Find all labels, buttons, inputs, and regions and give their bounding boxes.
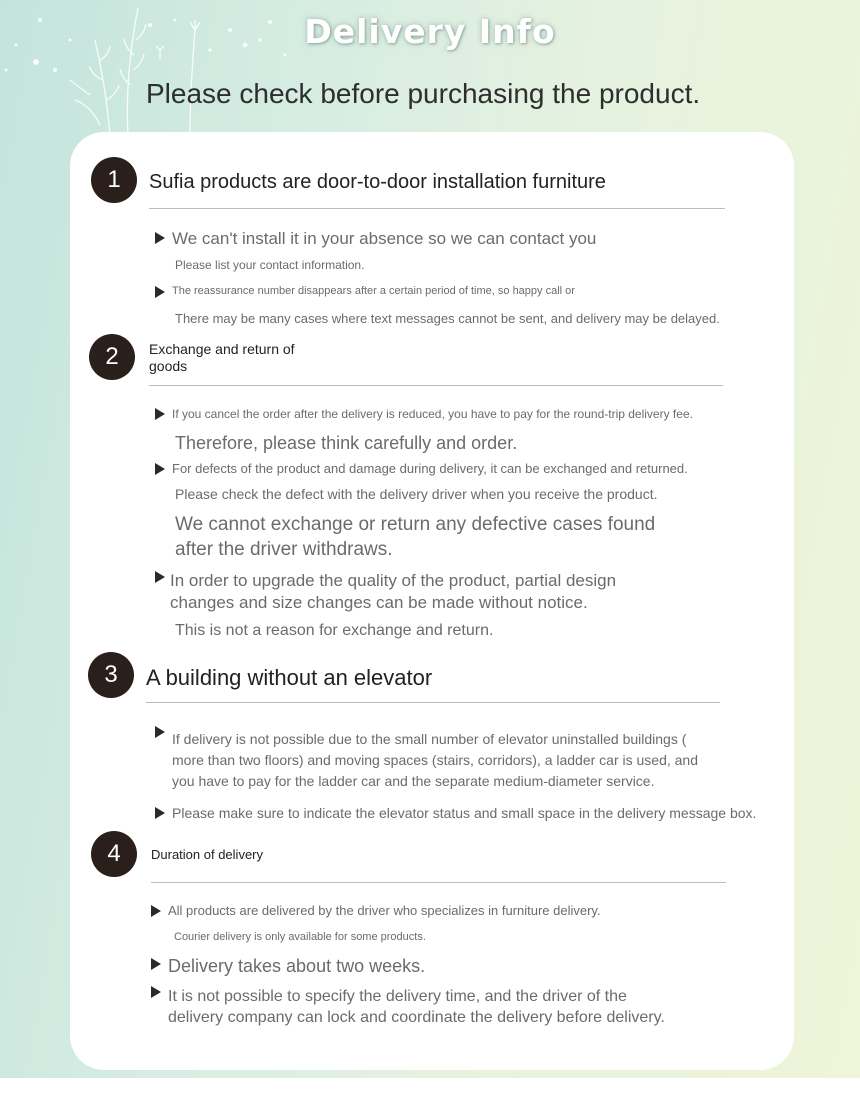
section-divider	[146, 702, 720, 703]
triangle-right-icon	[151, 905, 161, 917]
list-item: It is not possible to specify the delivery time, and the driver of the	[168, 988, 627, 1005]
section-divider	[149, 385, 723, 386]
section-heading: Sufia products are door-to-door installation furniture	[149, 171, 606, 193]
list-item: For defects of the product and damage during delivery, it can be exchanged and returned.	[172, 461, 688, 476]
list-item-note: There may be many cases where text messages cannot be sent, and delivery may be delayed.	[175, 311, 720, 326]
list-item: All products are delivered by the driver who specializes in furniture delivery.	[168, 903, 601, 918]
section-divider	[149, 208, 725, 209]
list-item: We can't install it in your absence so we can contact you	[172, 229, 597, 248]
list-item-note: Courier delivery is only available for some products.	[174, 931, 426, 943]
section-number-badge: 4	[91, 831, 137, 877]
list-item: Please make sure to indicate the elevator status and small space in the delivery message box.	[172, 805, 757, 821]
list-item-note: Please list your contact information.	[175, 258, 365, 272]
triangle-right-icon	[155, 286, 165, 298]
triangle-right-icon	[155, 408, 165, 420]
page-bottom-strip	[0, 1078, 860, 1100]
list-item: In order to upgrade the quality of the product, partial design	[170, 571, 617, 590]
list-item-note: Therefore, please think carefully and order.	[175, 433, 518, 453]
list-item-note: We cannot exchange or return any defective cases found	[175, 514, 656, 535]
list-item: If you cancel the order after the delivery is reduced, you have to pay for the round-trip delivery fee.	[172, 407, 693, 421]
list-item: changes and size changes can be made without notice.	[170, 593, 588, 612]
list-item: delivery company can lock and coordinate the delivery before delivery.	[168, 1009, 665, 1026]
triangle-right-icon	[151, 986, 161, 998]
list-item: The reassurance number disappears after a certain period of time, so happy call or	[172, 285, 575, 297]
section-number-badge: 1	[91, 157, 137, 203]
triangle-right-icon	[155, 232, 165, 244]
list-item: more than two floors) and moving spaces (stairs, corridors), a ladder car is used, and	[172, 752, 699, 768]
page-subtitle: Please check before purchasing the product.	[146, 78, 701, 109]
page-title: Delivery Info	[304, 12, 556, 51]
triangle-right-icon	[155, 463, 165, 475]
list-item-note: This is not a reason for exchange and return.	[175, 622, 494, 639]
list-item-note: Please check the defect with the delivery driver when you receive the product.	[175, 486, 658, 502]
list-item: If delivery is not possible due to the small number of elevator uninstalled buildings (	[172, 731, 687, 747]
list-item: Delivery takes about two weeks.	[168, 956, 426, 976]
triangle-right-icon	[151, 958, 161, 970]
section-number-badge: 2	[89, 334, 135, 380]
section-number-badge: 3	[88, 652, 134, 698]
list-item: you have to pay for the ladder car and the separate medium-diameter service.	[172, 773, 655, 789]
section-heading: Exchange and return of goods	[149, 341, 295, 374]
triangle-right-icon	[155, 807, 165, 819]
section-divider	[151, 882, 726, 883]
list-item-note: after the driver withdraws.	[175, 539, 393, 560]
triangle-right-icon	[155, 726, 165, 738]
section-heading: Duration of delivery	[151, 847, 263, 862]
section-heading: A building without an elevator	[146, 665, 433, 690]
triangle-right-icon	[155, 571, 165, 583]
